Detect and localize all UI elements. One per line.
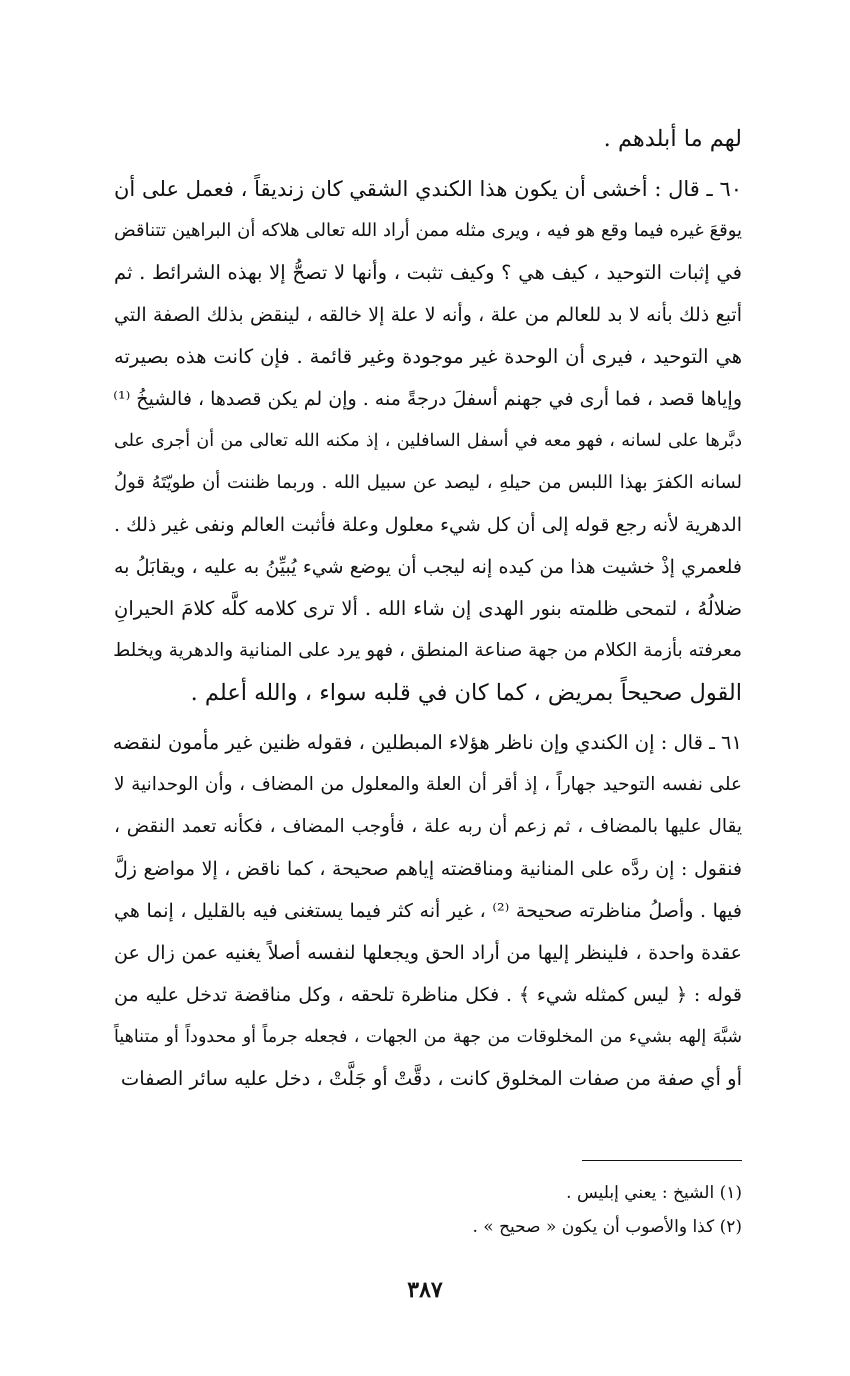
text-line: في إثبات التوحيد ، كيف هي ؟ وكيف تثبت ، وأنها لا تصحُّ إلا بهذه الشرائط . ثم: [114, 261, 742, 284]
text-line: القول صحيحاً بمريض ، كما كان في قلبه سواء ، والله أعلم .: [190, 680, 742, 706]
text-line: لسانه الكفرَ بهذا اللبس من حيلهِ ، ليصد عن سبيل الله . وربما ظننت أن طويّتَهُ قولُ: [114, 472, 742, 493]
paragraph-gap: [114, 160, 742, 168]
text-line: هي التوحيد ، فيرى أن الوحدة غير موجودة وغير قائمة . فإن كانت هذه بصيرته: [114, 345, 742, 368]
paragraph: [114, 722, 742, 1100]
text-line: لهم ما أبلدهم .: [603, 126, 742, 152]
body-text: [114, 118, 742, 1100]
footnote: (١) الشيخ : يعني إبليس .: [566, 1183, 742, 1203]
text-line: أتبع ذلك بأنه لا بد للعالم من علة ، وأنه لا علة إلا خالقه ، لينقض بذلك الصفة التي: [114, 304, 742, 326]
page-number: ٣٨٧: [407, 1277, 443, 1303]
paragraph-gap: [114, 714, 742, 722]
paragraph: [114, 168, 742, 714]
text-line: معرفته بأزمة الكلام من جهة صناعة المنطق ، فهو يرد على المنانية والدهرية ويخلط: [113, 640, 742, 661]
text-line: قوله : ﴿ ليس كمثله شيء ﴾ . فكل مناظرة تلحقه ، وكل مناقضة تدخل عليه من: [114, 984, 742, 1006]
text-line: ضلالُهُ ، لتمحى ظلمته بنور الهدى إن شاء الله . ألا ترى كلامه كلَّه كلامَ الحيرانِ: [114, 597, 742, 620]
text-line: فنقول : إن ردَّه على المنانية ومناقضته إياهم صحيحة ، كما ناقض ، إلا مواضع زلَّ: [114, 858, 742, 880]
text-line: شبَّهَ إلهه بشيء من المخلوقات من جهة من الجهات ، فجعله جرماً أو محدوداً أو متناهياً: [114, 1027, 742, 1047]
text-line: عقدة واحدة ، فلينظر إليها من أراد الحق ويجعلها لنفسه أصلاً يغنيه عمن زال عن: [114, 942, 742, 964]
text-line: ٦٠ ـ قال : أخشى أن يكون هذا الكندي الشقي كان زنديقاً ، فعمل على أن: [114, 177, 742, 201]
footnotes: [114, 1176, 742, 1244]
footnote: (٢) كذا والأصوب أن يكون « صحيح » .: [472, 1217, 742, 1237]
text-line: على نفسه التوحيد جهاراً ، إذ أقر أن العلة والمعلول من المضاف ، وأن الوحدانية لا: [114, 774, 742, 795]
text-line: دبَّرها على لسانه ، فهو معه في أسفل السافلين ، إذ مكنه الله تعالى من أن أجرى على: [114, 431, 742, 451]
text-line: فلعمري إذْ خشيت هذا من كيده إنه ليجب أن يوضع شيء يُبيِّنُ به عليه ، ويقابَلُ به: [114, 556, 742, 578]
text-line: فيها . وأصلُ مناظرته صحيحة ⁽²⁾ ، غير أنه كثر فيما يستغنى فيه بالقليل ، إنما هي: [114, 900, 742, 922]
text-line: يوقعَ غيره فيما وقع هو فيه ، ويرى مثله ممن أراد الله تعالى هلاكه أن البراهين تتناقض: [114, 220, 742, 241]
text-line: أو أي صفة من صفات المخلوق كانت ، دقَّتْ أو جَلَّتْ ، دخل عليه سائر الصفات: [120, 1067, 742, 1090]
text-line: الدهرية لأنه رجع قوله إلى أن كل شيء معلول وعلة فأثبت العالم ونفى غير ذلك .: [114, 514, 742, 536]
text-line: وإياها قصد ، فما أرى في جهنم أسفلَ درجةً منه . وإن لم يكن قصدها ، فالشيخُ ⁽¹⁾: [113, 388, 742, 410]
text-line: ٦١ ـ قال : إن الكندي وإن ناظر هؤلاء المبطلين ، فقوله ظنين غير مأمون لنقضه: [112, 731, 742, 754]
footnote-separator: [582, 1160, 742, 1161]
paragraph: [114, 118, 742, 160]
text-line: يقال عليها بالمضاف ، ثم زعم أن ربه علة ، فأوجب المضاف ، فكأنه تعمد النقض ،: [114, 816, 742, 837]
